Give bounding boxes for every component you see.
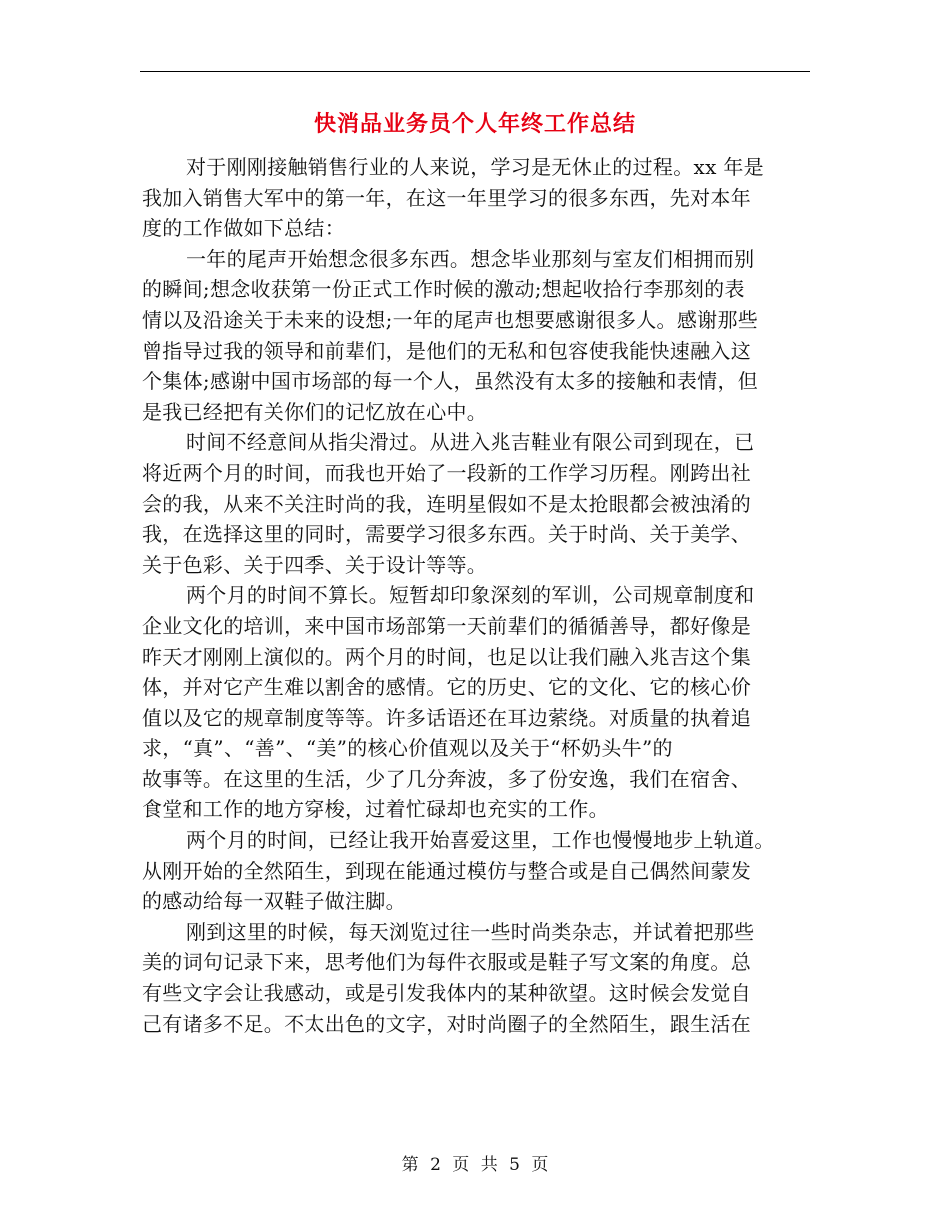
paragraph-line: 故事等。在这里的生活，少了几分奔波，多了份安逸，我们在宿舍、: [142, 766, 751, 791]
paragraph-line: 刚到这里的时候，每天浏览过往一些时尚类杂志，并试着把那些: [186, 919, 755, 944]
paragraph-line: 美的词句记录下来，思考他们为每件衣服或是鞋子写文案的角度。总: [142, 950, 751, 975]
paragraph-line: 有些文字会让我感动，或是引发我体内的某种欲望。这时候会发觉自: [142, 981, 751, 1006]
paragraph-line: 企业文化的培训，来中国市场部第一天前辈们的循循善导，都好像是: [142, 613, 751, 638]
document-title: 快消品业务员个人年终工作总结: [313, 111, 636, 137]
paragraph-line: 值以及它的规章制度等等。许多话语还在耳边萦绕。对质量的执着追: [142, 705, 751, 730]
paragraph-line: 曾指导过我的领导和前辈们，是他们的无私和包容使我能快速融入这: [142, 338, 751, 363]
paragraph-line: 度的工作做如下总结：: [142, 216, 345, 241]
paragraph-line: 我加入销售大军中的第一年，在这一年里学习的很多东西，先对本年: [142, 185, 751, 210]
paragraph-line: 关于色彩、关于四季、关于设计等等。: [142, 552, 488, 577]
document-body: [142, 152, 810, 1039]
paragraph-line: 时间不经意间从指尖滑过。从进入兆吉鞋业有限公司到现在，已: [186, 430, 755, 455]
page-footer: 第 2 页 共 5 页: [401, 1155, 549, 1175]
paragraph-line: 我，在选择这里的同时，需要学习很多东西。关于时尚、关于美学、: [142, 522, 751, 547]
paragraph-line: 一年的尾声开始想念很多东西。想念毕业那刻与室友们相拥而别: [186, 246, 755, 271]
paragraph-line: 两个月的时间不算长。短暂却印象深刻的军训，公司规章制度和: [186, 583, 755, 608]
paragraph-line: 个集体;感谢中国市场部的每一个人，虽然没有太多的接触和表情，但: [142, 369, 759, 394]
paragraph-line: 是我已经把有关你们的记忆放在心中。: [142, 399, 488, 424]
paragraph: [142, 152, 810, 244]
paragraph-line: 对于刚刚接触销售行业的人来说，学习是无休止的过程。xx 年是: [186, 155, 764, 179]
paragraph: [142, 244, 810, 428]
paragraph-line: 己有诸多不足。不太出色的文字，对时尚圈子的全然陌生，跟生活在: [142, 1011, 751, 1036]
paragraph: [142, 580, 810, 825]
paragraph: [142, 917, 810, 1039]
paragraph-line: 的感动给每一双鞋子做注脚。: [142, 889, 406, 914]
paragraph-line: 将近两个月的时间，而我也开始了一段新的工作学习历程。刚跨出社: [142, 460, 751, 485]
paragraph: [142, 825, 810, 917]
paragraph-line: 的瞬间;想念收获第一份正式工作时候的激动;想起收拾行李那刻的表: [142, 277, 745, 302]
paragraph-line: 情以及沿途关于未来的设想;一年的尾声也想要感谢很多人。感谢那些: [142, 307, 759, 332]
paragraph-line: 从刚开始的全然陌生，到现在能通过模仿与整合或是自己偶然间蒙发: [142, 858, 751, 883]
paragraph-line: 会的我，从来不关注时尚的我，连明星假如不是太抢眼都会被浊淆的: [142, 491, 751, 516]
header-rule: [140, 71, 810, 72]
paragraph: [142, 427, 810, 580]
paragraph-line: 体，并对它产生难以割舍的感情。它的历史、它的文化、它的核心价: [142, 675, 751, 700]
paragraph-line: 食堂和工作的地方穿梭，过着忙碌却也充实的工作。: [142, 797, 609, 822]
paragraph-line: 两个月的时间，已经让我开始喜爱这里，工作也慢慢地步上轨道。: [186, 828, 775, 853]
paragraph-line: 昨天才刚刚上演似的。两个月的时间，也足以让我们融入兆吉这个集: [142, 644, 751, 669]
paragraph-line: 求，“真”、“善”、“美”的核心价值观以及关于“杯奶头牛”的: [142, 736, 673, 761]
